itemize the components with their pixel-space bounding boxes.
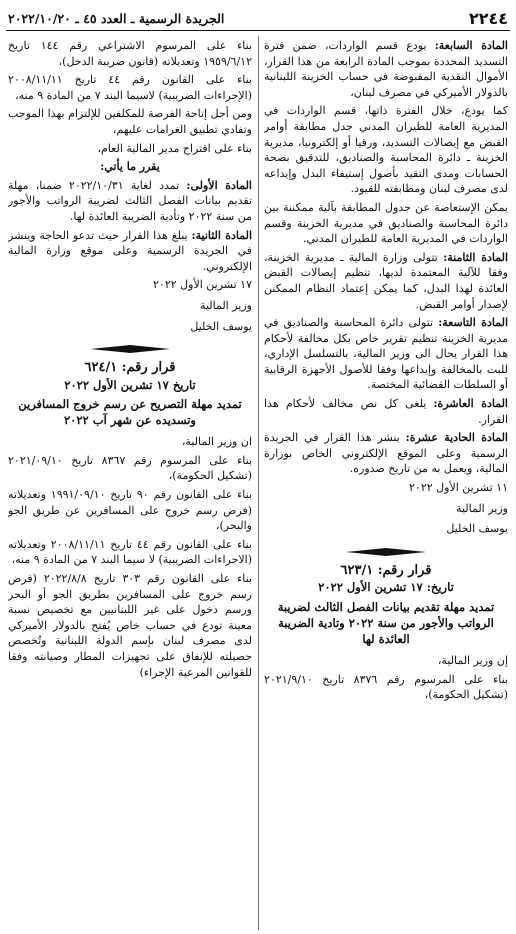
paragraph: بناء على القانون رقم ٤٤ تاريخ ٢٠٠٨/١١/١١ وتعديلاته (الاجراءات الضريبية) لا سيما البند ٧ من المادة ٩ منه، <box>8 537 252 567</box>
signature-title: وزير المالية <box>456 501 508 515</box>
article-text: يلغى كل نص مخالف لأحكام هذا القرار. <box>264 397 508 426</box>
article-two <box>8 228 252 275</box>
paragraph <box>264 200 508 247</box>
article-label: المادة الحادية عشرة: <box>405 431 508 445</box>
article-label: المادة الثانية: <box>191 228 252 242</box>
article-text: ينشر هذا القرار في الجريدة الرسمية وعلى الموقع الإلكتروني الخاص بوزارة المالية، ويعمل به من تاريخ صدوره. <box>264 431 508 476</box>
article-label: المادة الأولى: <box>186 178 252 192</box>
paragraph: بناء على المرسوم الاشتراعي رقم ١٤٤ تاريخ ١٩٥٩/٦/١٢ وتعديلاته (قانون ضريبة الدخل)، <box>8 39 252 68</box>
paragraph <box>264 103 508 197</box>
paragraph: بناء على المرسوم رقم ٨٣٦٧ تاريخ ٢٠٢١/٠٩/١٠ (تشكيل الحكومة)، <box>8 453 252 483</box>
decides-heading: يقرر ما يأتي: <box>100 160 160 174</box>
paragraph-text: كما يودع، خلال الفترة ذاتها، قسم الواردات في المديرية العامة للطيران المدني جدل مطابقة أوامر القبض مع إيصالات التسديد، ورقيا أو إلكترونيا، مديرية الخزينة ـ دائرة المحاسبة والصناديق، للتدقيق بصحة الحسابات ومدى التقيد بأصول إستيفاء البدل وإيداعه لدى مصرف لبنان ومطابقته للقيود. <box>264 104 508 196</box>
decision-subject: تمديد مهلة التصريح عن رسم خروج المسافرين وتسديده عن شهر آب ٢٠٢٢ <box>18 397 242 428</box>
signature-name: يوسف الخليل <box>446 522 508 536</box>
right-column <box>264 38 508 928</box>
article-label: المادة السابعة: <box>434 39 508 52</box>
decision-subject: تمديد مهلة تقديم بيانات الفصل الثالث لضريبة الرواتب والأجور من سنة ٢٠٢٢ وتادية الضريبة العائدة لها <box>277 600 495 646</box>
paragraph: إن وزير المالية، <box>437 654 508 667</box>
article-text: تتولى وزارة المالية ـ مديرية الخزينة، وفقا للآلية المعتمدة لديها، تنظيم إيصالات القبض العائدة لهذا البدل، كما يمكن إعتماد النظام الممكنن لإصدار أوامر القبض. <box>264 250 508 311</box>
page-number: ٢٢٤٤ <box>468 8 508 28</box>
article-eleven <box>264 430 508 477</box>
article-text: تمدد لغاية ٢٠٢٢/١٠/٣١ ضمنا، مهلة تقديم بيانات الفصل الثالث لضريبة الرواتب والأجور من سنة ٢٠٢٢ وتأدية الضريبة العائدة لها. <box>8 178 252 223</box>
paragraph-text: يمكن الإستعاضة عن جدول المطابقة بآلية ممكننة بين دائرة المحاسبة والصناديق في مديرية الخزينة وقسم الواردات في المديرية العامة للطيران المدني. <box>264 200 508 246</box>
section-ornament <box>264 547 508 557</box>
paragraph: بناء على المرسوم رقم ٨٣٧٦ تاريخ ٢٠٢١/٩/١٠ (تشكيل الحكومة)، <box>264 672 508 702</box>
signature-date: ١١ تشرين الأول ٢٠٢٢ <box>409 481 508 495</box>
signature-date: ١٧ تشرين الأول ٢٠٢٢ <box>153 278 252 292</box>
article-label: المادة العاشرة: <box>433 397 508 411</box>
article-label: المادة التاسعة: <box>438 316 508 330</box>
decision-date: تاريخ: ١٧ تشرين الأول ٢٠٢٢ <box>318 580 454 595</box>
article-eight <box>264 250 508 312</box>
signature-title: وزير المالية <box>200 298 252 312</box>
signature-name: يوسف الخليل <box>190 319 252 333</box>
decision-date: تاريخ ١٧ تشرين الأول ٢٠٢٢ <box>64 377 196 392</box>
page-header <box>6 6 510 31</box>
article-ten <box>264 396 508 427</box>
article-one <box>8 178 252 225</box>
decision-title: قرار رقم: ٦٢٣/١ <box>340 562 432 578</box>
article-text: يودع قسم الواردات، ضمن فترة التسديد المحددة بموجب المادة الرابعة من هذا القرار، الأموال النقدية المقبوضة في حساب الخزينة اللبنانية بالدولار الأميركي في مصرف لبنان، <box>264 39 508 99</box>
section-ornament <box>8 344 252 354</box>
article-text: يبلغ هذا القرار حيث تدعو الحاجة وينشر في الجريدة الرسمية وعلى موقع وزارة المالية الإلكتروني. <box>8 228 252 273</box>
running-head: الجريدة الرسمية ـ العدد ٤٥ ـ ٢٠٢٢/١٠/٢٠ <box>8 10 225 26</box>
decision-title: قرار رقم: ٦٢٤/١ <box>84 360 176 376</box>
signature-block <box>8 277 252 334</box>
paragraph: بناء على القانون رقم ٣٠٣ تاريخ ٢٠٢٢/٨/٨ (فرض رسم خروج على المسافرين بطريق الجو أو البحر ورسم دخول على غير اللبنانيين مع تخصيص نسبة معينة تودع في حساب خاص يُفتح بالدولار الأميركي لدى مصرف لبنان بإسم الدولة اللبنانية وتُخصص حصيلته للإنفاق على تجهيزات المطار وصيانته وفقا للقوانين المرعية الإجراء) <box>8 572 252 679</box>
left-column <box>8 38 252 928</box>
paragraph: ومن أجل إتاحة الفرصة للمكلفين للإلتزام بهذا الموجب وتفادي تطبيق الغرامات عليهم، <box>8 107 252 136</box>
signature-block <box>264 480 508 537</box>
article-seven <box>264 38 508 100</box>
article-nine <box>264 315 508 393</box>
column-divider <box>258 36 259 930</box>
paragraph: بناء على القانون رقم ٩٠ تاريخ ١٩٩١/٠٩/١٠ وتعديلاته (فرض رسم خروج على المسافرين عن طريق الجو والبحر)، <box>8 488 252 533</box>
article-text: تتولى دائرة المحاسبة والصناديق في مديرية الخزينة تنظيم تقرير خاص بكل مخالفة لأحكام هذا القرار يحال الى وزير المالية، بالتسلسل الإداري، للبت بالمخالفة وإيداعها وفقا للأصول الأجهزة الرقابية أو السلطات القضائية المختصة. <box>264 316 508 392</box>
paragraph: بناء على القانون رقم ٤٤ تاريخ ٢٠٠٨/١١/١١ (الإجراءات الضريبية) لاسيما البند ٧ من المادة ٩ منه، <box>8 73 252 102</box>
article-label: المادة الثامنة: <box>443 250 508 264</box>
paragraph: بناء على اقتراح مدير المالية العام، <box>97 141 252 155</box>
paragraph: ان وزير المالية، <box>181 435 252 449</box>
